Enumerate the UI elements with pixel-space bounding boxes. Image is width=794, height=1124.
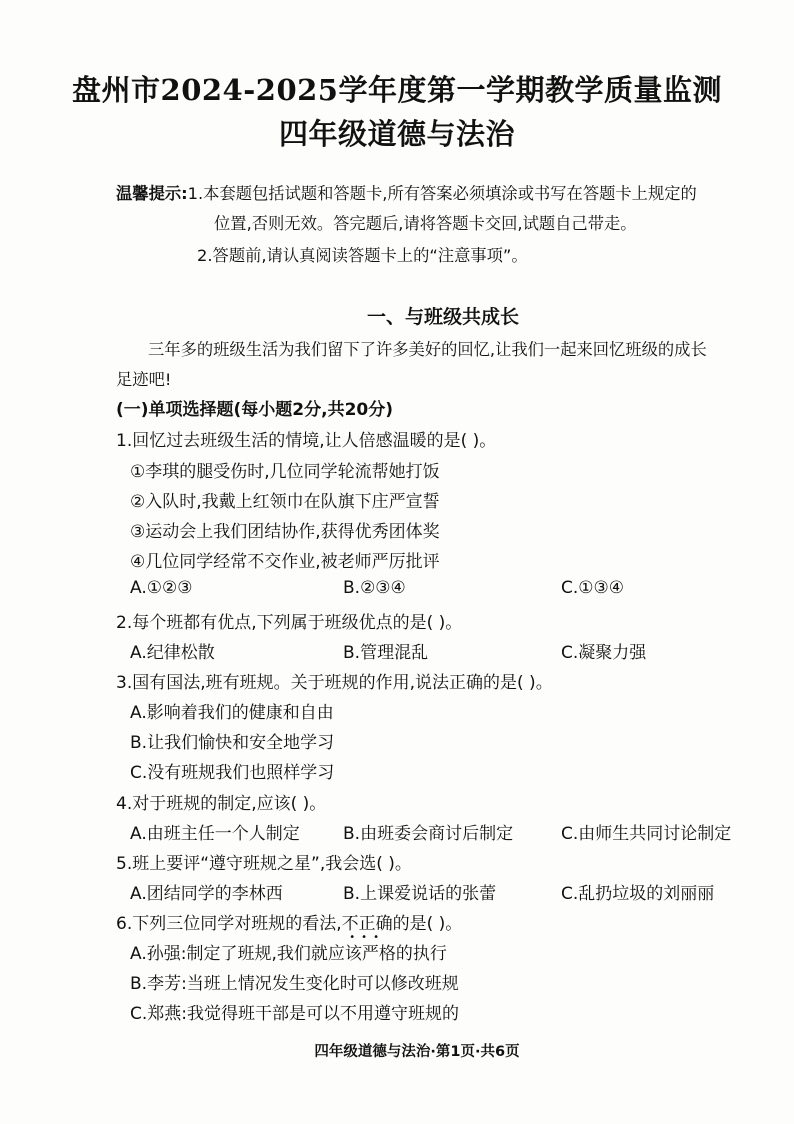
question-1-option-c: C.①③④ (561, 578, 624, 598)
section-intro-line-2: 足迹吧! (116, 370, 172, 389)
question-4-option-c: C.由师生共同讨论制定 (561, 824, 732, 844)
exam-subject-title: 四年级道德与法治 (278, 117, 515, 151)
question-5-option-c: C.乱扔垃圾的刘丽丽 (561, 884, 715, 904)
question-3-option-a: A.影响着我们的健康和自由 (130, 703, 334, 723)
question-2-option-a: A.纪律松散 (130, 643, 215, 663)
question-3-option-c: C.没有班规我们也照样学习 (130, 763, 335, 783)
question-6-stem-suffix: 的是( )。 (392, 914, 463, 934)
question-6-stem (116, 909, 463, 943)
notice-item-1-continued: 位置,否则无效。答完题后,请将答题卡交回,试题自己带走。 (214, 214, 637, 233)
question-5-option-b: B.上课爱说话的张蕾 (343, 884, 497, 904)
question-1-stem: 1.回忆过去班级生活的情境,让人倍感温暖的是( )。 (116, 431, 497, 451)
question-1-option-b: B.②③④ (343, 578, 406, 598)
notice-item-1-text: 1.本套题包括试题和答题卡,所有答案必须填涂或书写在答题卡上规定的 (187, 184, 697, 203)
notice-label: 温馨提示: (116, 184, 188, 203)
question-1-option-a: A.①②③ (130, 578, 193, 598)
question-2-stem: 2.每个班都有优点,下列属于班级优点的是( )。 (116, 613, 463, 633)
question-1-statement-4: ④几位同学经常不交作业,被老师严厉批评 (130, 552, 440, 572)
question-3-stem: 3.国有国法,班有班规。关于班规的作用,说法正确的是( )。 (116, 673, 553, 693)
section-heading: 一、与班级共成长 (366, 306, 519, 328)
question-5-stem: 5.班上要评“遵守班规之星”,我会选( )。 (116, 854, 412, 874)
question-6-emphasis-text: 不正确 (341, 914, 393, 934)
question-6-stem-prefix: 6.下列三位同学对班规的看法, (116, 914, 342, 934)
page-footer: 四年级道德与法治·第1页·共6页 (314, 1044, 520, 1060)
question-6-option-c: C.郑燕:我觉得班干部是可以不用遵守班规的 (130, 1004, 460, 1024)
question-4-stem: 4.对于班规的制定,应该( )。 (116, 794, 327, 814)
emphasis-dots-icon: ••• (349, 932, 385, 943)
notice-item-1 (116, 178, 781, 210)
question-1-statement-2: ②入队时,我戴上红领巾在队旗下庄严宣誓 (130, 492, 440, 512)
question-4-option-b: B.由班委会商讨后制定 (343, 824, 514, 844)
question-2-option-b: B.管理混乱 (343, 643, 429, 663)
question-1-statement-1: ①李琪的腿受伤时,几位同学轮流帮她打饭 (130, 462, 440, 482)
question-2-option-c: C.凝聚力强 (561, 643, 647, 663)
part-heading: (一)单项选择题(每小题2分,共20分) (116, 400, 394, 420)
exam-title: 盘州市2024-2025学年度第一学期教学质量监测 (72, 73, 722, 107)
notice-item-2: 2.答题前,请认真阅读答题卡上的“注意事项”。 (197, 246, 528, 265)
section-intro-line-1: 三年多的班级生活为我们留下了许多美好的回忆,让我们一起来回忆班级的成长 (148, 340, 707, 359)
question-3-option-b: B.让我们愉快和安全地学习 (130, 733, 335, 753)
question-4-option-a: A.由班主任一个人制定 (130, 824, 300, 844)
question-1-statement-3: ③运动会上我们团结协作,获得优秀团体奖 (130, 522, 440, 542)
question-5-option-a: A.团结同学的李林西 (130, 884, 283, 904)
question-6-emphasis (341, 914, 393, 943)
question-6-option-a: A.孙强:制定了班规,我们就应该严格的执行 (130, 944, 447, 964)
question-6-option-b: B.李芳:当班上情况发生变化时可以修改班规 (130, 974, 459, 994)
